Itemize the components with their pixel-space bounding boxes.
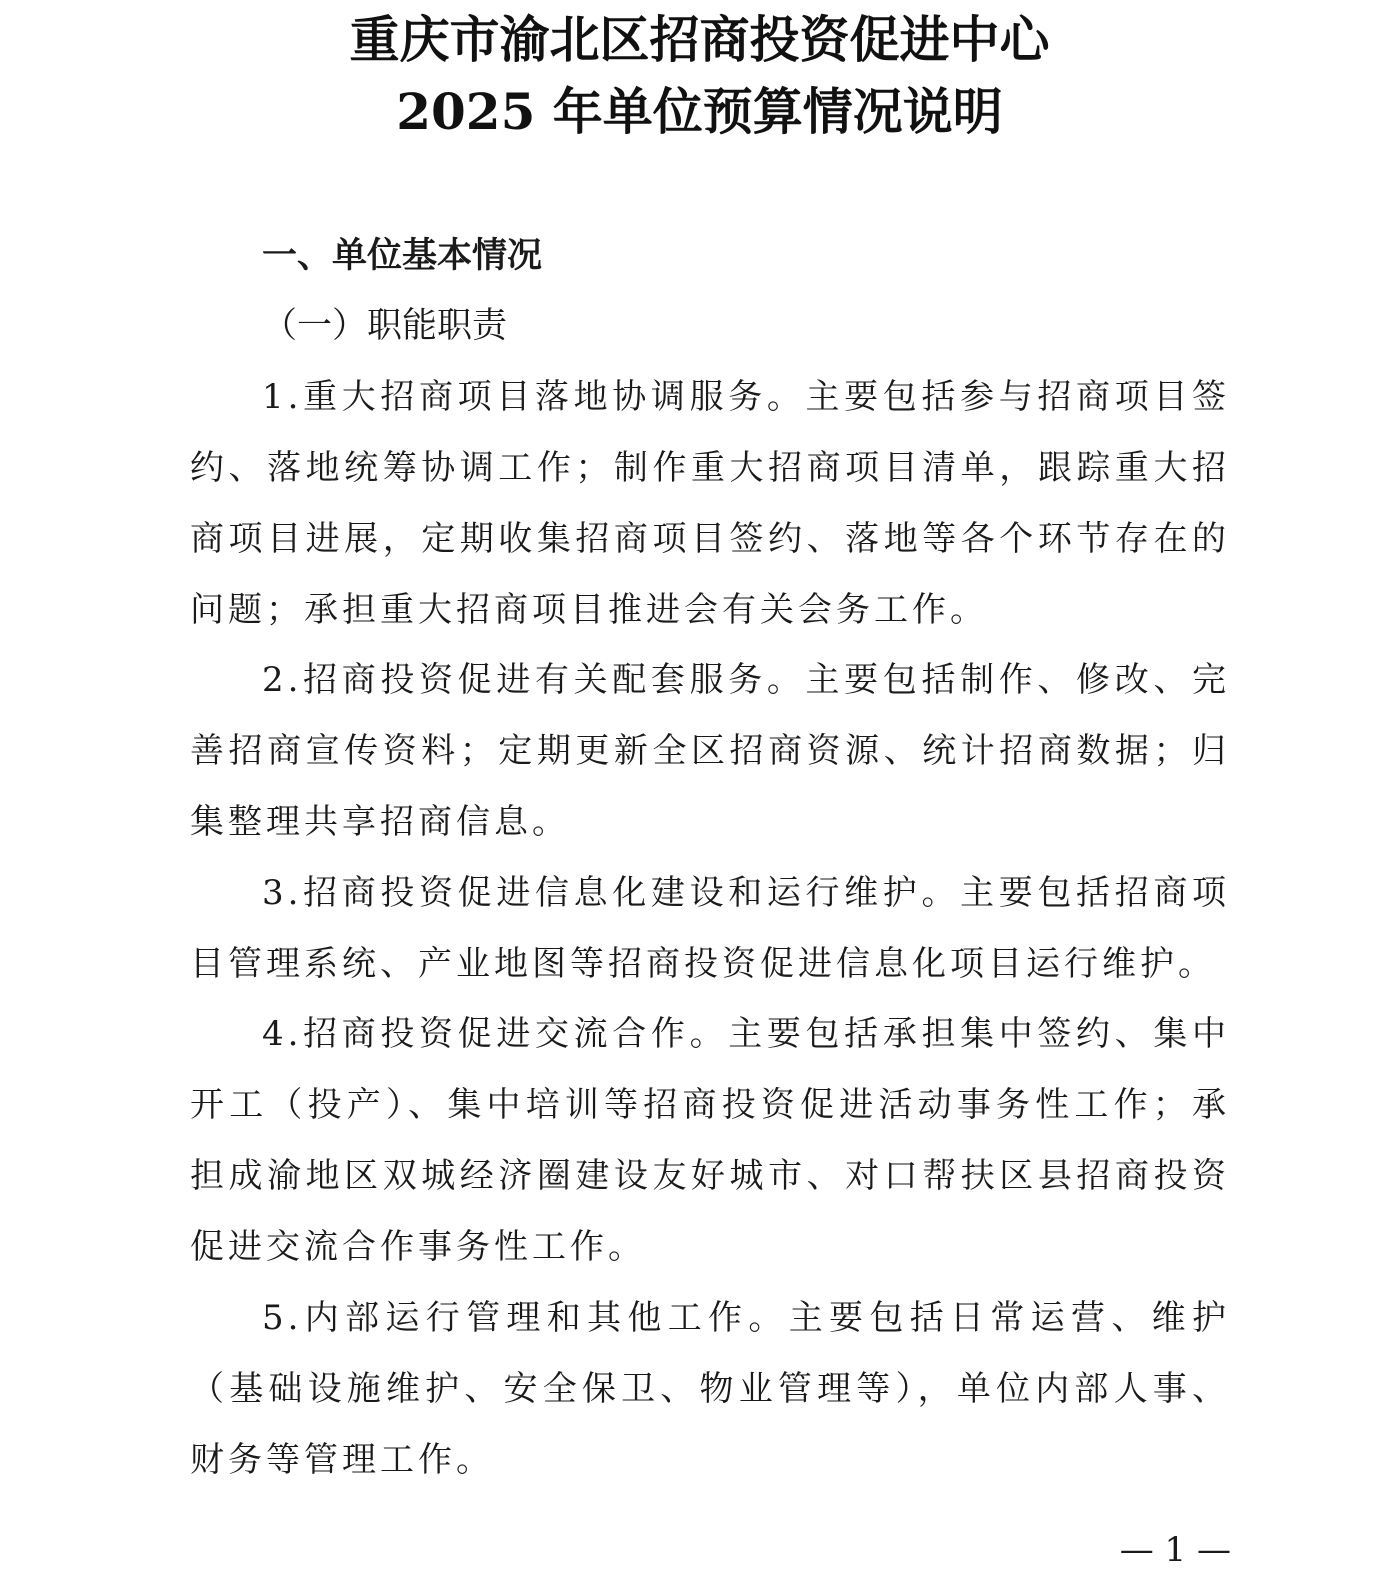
page-number: — 1 — — [1119, 1530, 1231, 1570]
document-title: 重庆市渝北区招商投资促进中心 — [349, 10, 1050, 69]
section-heading: 一、单位基本情况 — [262, 236, 543, 276]
subsection-heading: （一）职能职责 — [262, 306, 508, 346]
paragraph-duty-1: 1.重大招商项目落地协调服务。主要包括参与招商项目签约、落地统筹协调工作；制作重大招商项目清单，跟踪重大招商项目进展，定期收集招商项目签约、落地等各个环节存在的问题；承担重大招商项目推进会有关会务工作。 — [190, 377, 1230, 630]
paragraph-duty-3: 3.招商投资促进信息化建设和运行维护。主要包括招商项目管理系统、产业地图等招商投资促进信息化项目运行维护。 — [190, 873, 1230, 984]
paragraph-duty-4: 4.招商投资促进交流合作。主要包括承担集中签约、集中开工（投产）、集中培训等招商投资促进活动事务性工作；承担成渝地区双城经济圈建设友好城市、对口帮扶区县招商投资促进交流合作事务性工作。 — [190, 1014, 1230, 1267]
paragraph-duty-5: 5.内部运行管理和其他工作。主要包括日常运营、维护（基础设施维护、安全保卫、物业管理等），单位内部人事、财务等管理工作。 — [190, 1298, 1230, 1480]
paragraph-duty-2: 2.招商投资促进有关配套服务。主要包括制作、修改、完善招商宣传资料；定期更新全区招商资源、统计招商数据；归集整理共享招商信息。 — [190, 660, 1230, 842]
document-subtitle: 2025 年单位预算情况说明 — [396, 82, 1003, 141]
